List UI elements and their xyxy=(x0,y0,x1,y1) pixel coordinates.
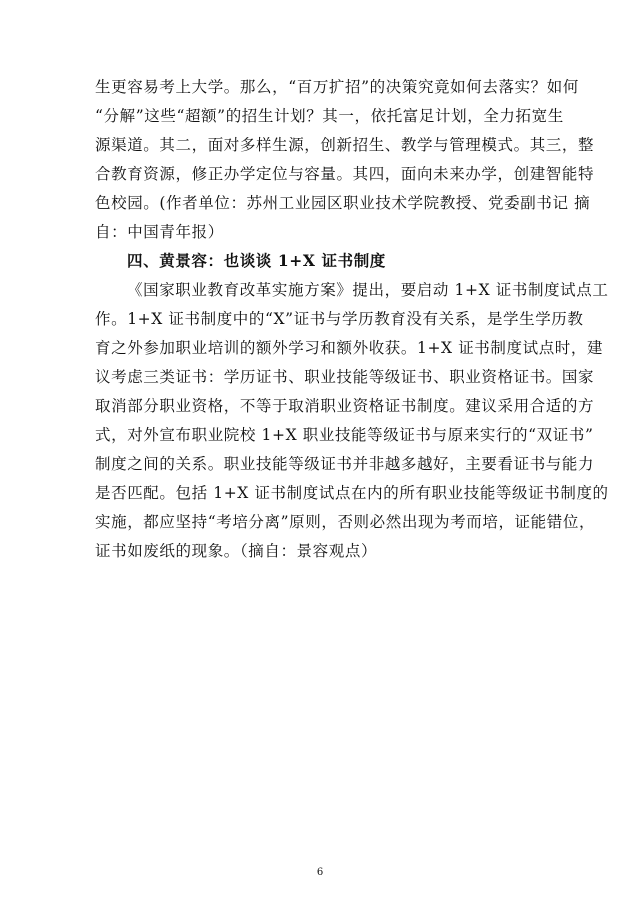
section-4-line-5: 取消部分职业资格，不等于取消职业资格证书制度。建议采用合适的方 xyxy=(95,397,595,415)
page-number: 6 xyxy=(316,867,324,878)
section-4-line-10: 证书如废纸的现象。（摘自：景容观点） xyxy=(95,542,378,560)
section-4-line-6: 式，对外宣布职业院校 1+X 职业技能等级证书与原来实行的“双证书” xyxy=(95,426,594,444)
section-4-line-8: 是否匹配。包括 1+X 证书制度试点在内的所有职业技能等级证书制度的 xyxy=(95,484,609,502)
paragraph-1-line-5: 色校园。(作者单位：苏州工业园区职业技术学院教授、党委副书记 摘 xyxy=(95,194,591,212)
paragraph-1-line-3: 源渠道。其二，面对多样生源，创新招生、教学与管理模式。其三，整 xyxy=(95,136,595,154)
section-4-line-4: 议考虑三类证书：学历证书、职业技能等级证书、职业资格证书。国家 xyxy=(95,368,595,386)
paragraph-1-line-6: 自：中国青年报） xyxy=(95,223,224,241)
section-4-line-7: 制度之间的关系。职业技能等级证书并非越多越好，主要看证书与能力 xyxy=(95,455,595,473)
section-4-line-9: 实施，都应坚持“考培分离”原则，否则必然出现为考而培，证能错位， xyxy=(95,513,596,531)
section-4-heading: 四、黄景容：也谈谈 1+X 证书制度 xyxy=(127,251,386,270)
section-4-line-2: 作。1+X 证书制度中的“X”证书与学历教育没有关系，是学生学历教 xyxy=(95,310,584,328)
paragraph-1-line-4: 合教育资源，修正办学定位与容量。其四，面向未来办学，创建智能特 xyxy=(95,165,595,183)
section-4-line-3: 育之外参加职业培训的额外学习和额外收获。1+X 证书制度试点时，建 xyxy=(95,339,604,357)
paragraph-1-line-2: “分解”这些“超额”的招生计划？其一，依托富足计划，全力拓宽生 xyxy=(95,107,564,125)
paragraph-1-line-1: 生更容易考上大学。那么，“百万扩招”的决策究竟如何去落实？如何 xyxy=(95,78,579,96)
section-4-line-1: 《国家职业教育改革实施方案》提出，要启动 1+X 证书制度试点工 xyxy=(127,281,609,299)
